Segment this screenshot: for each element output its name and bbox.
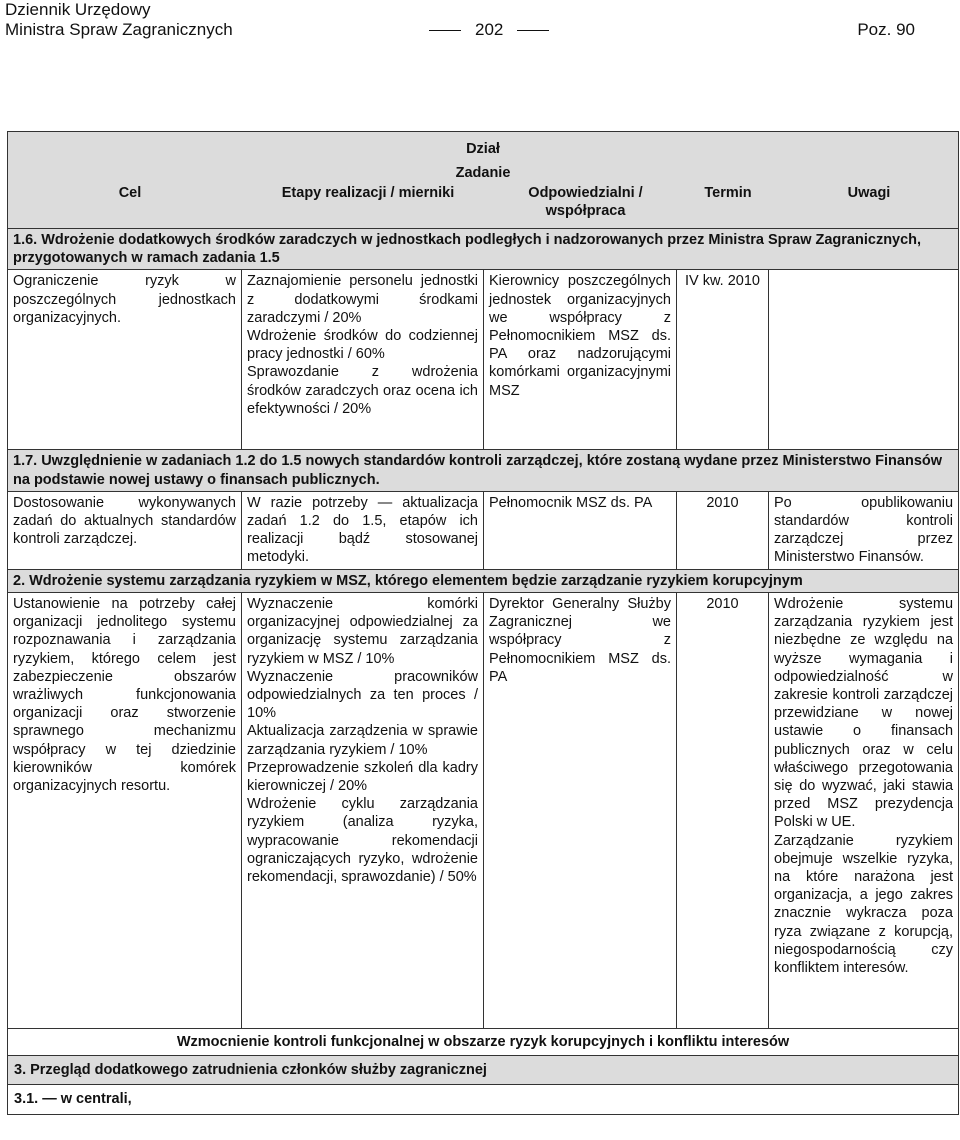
cell-termin: 2010 bbox=[677, 491, 769, 569]
action-plan-table bbox=[7, 131, 959, 1115]
dash-right bbox=[517, 30, 549, 31]
cell-cel: Ustanowienie na potrzeby całej organizacji jednolitego systemu rozpoznawania i zarządzania ryzykiem, którego celem jest zabezpieczenie obszarów wrażliwych funkcjonowania organizacji oraz stworzenie sprawnego mechanizmu współpracy w tej dziedzinie kierowników komórek organizacyjnych resortu. bbox=[8, 593, 242, 1029]
dash-left bbox=[429, 30, 461, 31]
etap-item: Zaznajomienie personelu jednostki z dodatkowymi środkami zaradczymi / 20% bbox=[247, 273, 478, 326]
subheading: Wzmocnienie kontroli funkcjonalnej w obszarze ryzyk korupcyjnych i konfliktu interesów bbox=[8, 1029, 959, 1056]
cell-termin: 2010 bbox=[677, 593, 769, 1029]
page-number-block bbox=[415, 20, 563, 40]
uwagi-paragraph: Wdrożenie systemu zarządzania ryzykiem jest niezbędne ze względu na wyższe wymagania i odpowiedzialność w zakresie kontroli zarządczej przewidziane w nowej ustawie o finansach publicznych oraz w celu właściwego przegotowania się do wyzwać, jaki stawia przed MSZ prezydencja Polski w UE. bbox=[774, 596, 954, 831]
cell-odpowiedzialni: Pełnomocnik MSZ ds. PA bbox=[484, 491, 677, 569]
ministry-name: Ministra Spraw Zagranicznych bbox=[5, 20, 233, 39]
table-header bbox=[8, 132, 959, 229]
cell-etapy: W razie potrzeby — aktualizacja zadań 1.2 do 1.5, etapów ich realizacji bądź stosowanej metodyki. bbox=[242, 491, 484, 569]
section-heading-2: 2. Wdrożenie systemu zarządzania ryzykiem w MSZ, którego elementem będzie zarządzanie ryzykiem korupcyjnym bbox=[8, 569, 959, 592]
header-columns bbox=[13, 184, 953, 226]
col-header-odpowiedzialni: Odpowiedzialni / współpraca bbox=[528, 185, 643, 220]
etap-item: Wdrożenie cyklu zarządzania ryzykiem (analiza ryzyka, wypracowanie rekomendacji ograniczających ryzyko, wdrożenie rekomendacji, sprawozdanie) / 50% bbox=[247, 796, 478, 886]
cell-uwagi bbox=[769, 593, 959, 1029]
cell-etapy bbox=[242, 270, 484, 450]
page-header bbox=[5, 0, 960, 42]
cell-etapy bbox=[242, 593, 484, 1029]
col-header-termin: Termin bbox=[704, 185, 752, 201]
cell-cel: Dostosowanie wykonywanych zadań do aktualnych standardów kontroli zarządczej. bbox=[8, 491, 242, 569]
cell-uwagi bbox=[769, 270, 959, 450]
col-header-cel: Cel bbox=[118, 185, 142, 201]
header-dzial: Dział bbox=[466, 141, 500, 157]
header-zadanie: Zadanie bbox=[455, 165, 511, 181]
journal-title: Dziennik Urzędowy bbox=[5, 0, 151, 19]
etap-item: Wyznaczenie komórki organizacyjnej odpowiedzialnej za organizację systemu zarządzania ryzykiem w MSZ / 10% bbox=[247, 596, 478, 667]
col-header-uwagi: Uwagi bbox=[847, 185, 891, 201]
etap-item: Przeprowadzenie szkoleń dla kadry kierowniczej / 20% bbox=[247, 759, 478, 795]
section-heading-1-6: 1.6. Wdrożenie dodatkowych środków zaradczych w jednostkach podległych i nadzorowanych przez Ministra Spraw Zagranicznych, przygotowanych w ramach zadania 1.5 bbox=[8, 229, 959, 270]
etap-item: Wyznaczenie pracowników odpowiedzialnych za ten proces / 10% bbox=[247, 668, 478, 722]
section-heading-3-1: 3.1. — w centrali, bbox=[8, 1085, 959, 1114]
section-heading-3: 3. Przegląd dodatkowego zatrudnienia członków służby zagranicznej bbox=[8, 1056, 959, 1085]
page-number: 202 bbox=[475, 20, 504, 39]
etap-item: Sprawozdanie z wdrożenia środków zaradczych oraz ocena ich efektywności / 20% bbox=[247, 364, 478, 417]
etap-item: Wdrożenie środków do codziennej pracy jednostki / 60% bbox=[247, 328, 478, 363]
cell-cel: Ograniczenie ryzyk w poszczególnych jednostkach organizacyjnych. bbox=[8, 270, 242, 450]
uwagi-paragraph: Zarządzanie ryzykiem obejmuje wszelkie ryzyka, na które narażona jest organizacja, a jego zakres znacznie wykracza poza ryza związane z korupcją, niegospodarnością czy konfliktem interesów. bbox=[774, 832, 954, 977]
cell-termin: IV kw. 2010 bbox=[677, 270, 769, 450]
cell-odpowiedzialni: Dyrektor Generalny Służby Zagranicznej we współpracy z Pełnomocnikiem MSZ ds. PA bbox=[484, 593, 677, 1029]
position-number: Poz. 90 bbox=[857, 20, 915, 39]
section-heading-1-7: 1.7. Uwzględnienie w zadaniach 1.2 do 1.5 nowych standardów kontroli zarządczej, które zostaną wydane przez Ministerstwo Finansów na podstawie nowej ustawy o finansach publicznych. bbox=[8, 450, 959, 491]
cell-odpowiedzialni: Kierownicy poszczególnych jednostek organizacyjnych we współpracy z Pełnomocnikiem MSZ ds. PA oraz nadzorującymi komórkami organizacyjnymi MSZ bbox=[484, 270, 677, 450]
col-header-etapy: Etapy realizacji / mierniki bbox=[281, 185, 455, 201]
etap-item: Aktualizacja zarządzenia w sprawie zarządzania ryzykiem / 10% bbox=[247, 723, 478, 758]
cell-uwagi: Po opublikowaniu standardów kontroli zarządczej przez Ministerstwo Finansów. bbox=[769, 491, 959, 569]
